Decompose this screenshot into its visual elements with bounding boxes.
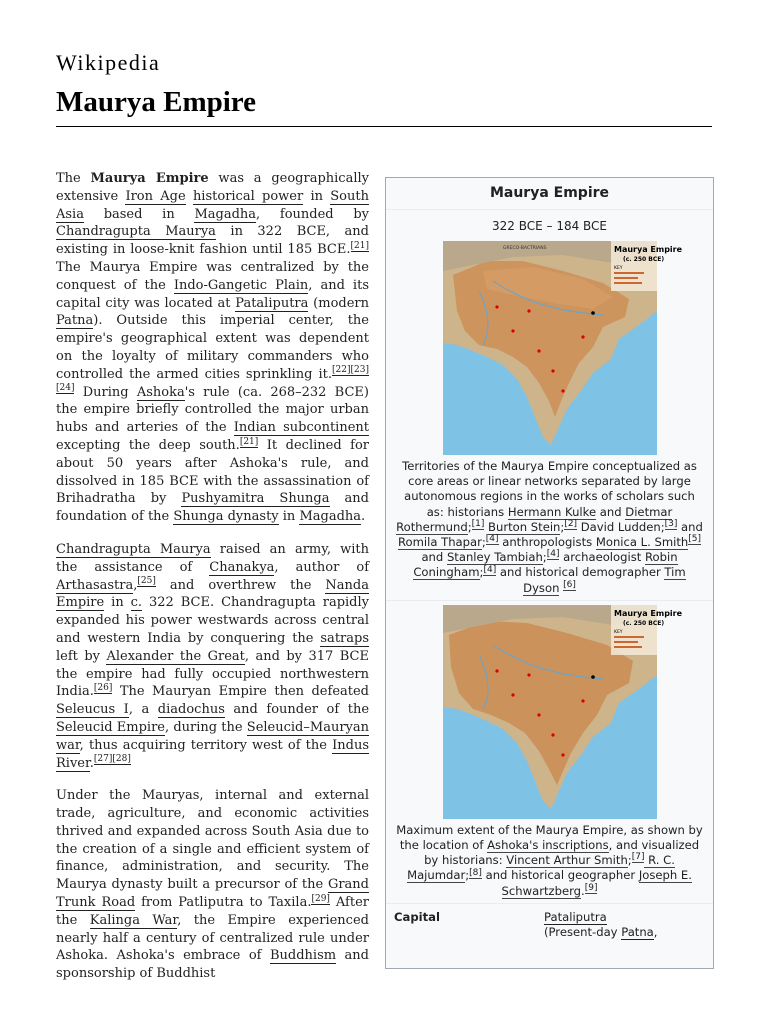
- citation-22[interactable]: [22]: [332, 365, 351, 376]
- citation-1[interactable]: [1]: [471, 518, 485, 529]
- title-divider: [56, 126, 712, 127]
- link-magadha[interactable]: Magadha: [194, 206, 257, 222]
- citation-21[interactable]: [21]: [350, 240, 369, 251]
- map2-title: Maurya Empire: [613, 608, 682, 618]
- citation-23[interactable]: [23]: [350, 365, 369, 376]
- citation-29[interactable]: [29]: [311, 893, 330, 904]
- link-kalinga-war[interactable]: Kalinga War: [89, 912, 178, 928]
- map1-key: KEY: [613, 266, 623, 271]
- link-arthasastra[interactable]: Arthasastra: [56, 577, 134, 593]
- map-caption-1: Territories of the Maurya Empire conceptualized as core areas or linear networks separated by large autonomous regions in the works of scholars such as: historians Hermann Kulke and Dietmar Rothermund;[1] Burton Stein;[2] David Ludden;[3] and Romila Thapar;[4] anthropologists Monica L. Smith[5] and Stanley Tambiah;[4] archaeologist Robin Coningham;[4] and historical demographer Tim Dyson [6]: [396, 459, 703, 595]
- link-seleucid-mauryan-war[interactable]: Seleucid–Mauryan war: [56, 719, 369, 753]
- link-vincent-arthur-smith[interactable]: Vincent Arthur Smith: [506, 853, 628, 868]
- link-seleucid-empire[interactable]: Seleucid Empire: [56, 719, 165, 735]
- link-grand-trunk-road[interactable]: Grand Trunk Road: [56, 877, 369, 911]
- link-chandragupta-maurya-2[interactable]: Chandragupta Maurya: [56, 541, 211, 557]
- wikipedia-logo[interactable]: Wikipedia: [56, 50, 161, 75]
- link-alexander-the-great[interactable]: Alexander the Great: [106, 648, 245, 664]
- citation-6[interactable]: [6]: [563, 579, 576, 590]
- map-caption-2: Maximum extent of the Maurya Empire, as shown by the location of Ashoka's inscriptions, and visualized by historians: Vincent Arthur Smith;[7] R. C. Majumdar;[8] and historical geographer Joseph E. Schwartzberg.[9]: [396, 822, 703, 898]
- map1-title: Maurya Empire: [613, 245, 682, 254]
- article-paragraph-2: Chandragupta Maurya raised an army, with the assistance of Chanakya, author of Arthasastra,[25] and overthrew the Nanda Empire in c. 322 BCE. Chandragupta rapidly expanded his power westwards across central and western India by conquering the satraps left by Alexander the Great, and by 317 BCE the empire had fully occupied northwestern India.[26] The Mauryan Empire then defeated Seleucus I, a diadochus and founder of the Seleucid Empire, during the Seleucid–Mauryan war, thus acquiring territory west of the Indus River.[27][28]: [56, 541, 370, 771]
- link-pushyamitra-shunga[interactable]: Pushyamitra Shunga: [181, 491, 330, 507]
- citation-24[interactable]: [24]: [56, 383, 75, 394]
- link-ashokas-inscriptions[interactable]: Ashoka's inscriptions: [487, 838, 609, 853]
- citation-4b[interactable]: [4]: [546, 549, 560, 560]
- link-monica-l-smith[interactable]: Monica L. Smith: [595, 535, 689, 550]
- map1-region-label: GRECO-BACTRIANS: [502, 246, 546, 251]
- link-joseph-e-schwartzberg[interactable]: Joseph E. Schwartzberg: [501, 868, 692, 898]
- citation-26[interactable]: [26]: [93, 682, 113, 693]
- citation-2[interactable]: [2]: [564, 518, 578, 529]
- article-paragraph-3: Under the Mauryas, internal and external trade, agriculture, and economic activities thrived and expanded across South Asia due to the creation of a single and efficient system of finance, administration, and security. The Maurya dynasty built a precursor of the Grand Trunk Road from Patliputra to Taxila.[29] After the Kalinga War, the Empire experienced nearly half a century of centralized rule under Ashoka. Ashoka's embrace of Buddhism and sponsorship of Buddhist: [56, 788, 370, 982]
- link-circa[interactable]: c.: [130, 595, 143, 611]
- citation-4c[interactable]: [4]: [483, 564, 497, 575]
- link-shunga-dynasty[interactable]: Shunga dynasty: [173, 509, 279, 525]
- link-satraps[interactable]: satraps: [320, 630, 369, 646]
- infobox: [385, 177, 714, 969]
- link-romila-thapar[interactable]: Romila Thapar: [397, 535, 482, 550]
- citation-21b[interactable]: [21]: [239, 436, 259, 447]
- link-south-asia[interactable]: South Asia: [56, 188, 369, 222]
- link-nanda-empire[interactable]: Nanda Empire: [56, 577, 369, 611]
- link-indian-subcontinent[interactable]: Indian subcontinent: [233, 420, 369, 436]
- link-iron-age[interactable]: Iron Age: [125, 188, 186, 204]
- link-ashoka[interactable]: Ashoka: [136, 384, 185, 400]
- citation-3[interactable]: [3]: [664, 518, 678, 529]
- link-buddhism[interactable]: Buddhism: [269, 948, 337, 964]
- article-subject-bold: Maurya Empire: [90, 171, 209, 186]
- link-rc-majumdar[interactable]: R. C. Majumdar: [407, 853, 675, 883]
- link-burton-stein[interactable]: Burton Stein: [488, 519, 561, 534]
- link-magadha-2[interactable]: Magadha: [299, 509, 362, 525]
- link-stanley-tambiah[interactable]: Stanley Tambiah: [446, 550, 543, 565]
- infobox-dates: 322 BCE – 184 BCE: [491, 219, 608, 233]
- infobox-row-capital: [386, 903, 713, 946]
- link-indus-river[interactable]: Indus River: [56, 737, 369, 771]
- citation-8[interactable]: [8]: [469, 867, 482, 878]
- link-capital-pataliputra[interactable]: Pataliputra: [544, 909, 607, 924]
- map2-subtitle: (c. 250 BCE): [622, 619, 664, 627]
- page-title: Maurya Empire: [56, 86, 257, 118]
- link-chandragupta-maurya[interactable]: Chandragupta Maurya: [56, 224, 216, 240]
- link-chanakya[interactable]: Chanakya: [209, 559, 275, 575]
- infobox-title: Maurya Empire: [386, 178, 713, 210]
- map-image-1[interactable]: [443, 241, 682, 455]
- link-hermann-kulke[interactable]: Hermann Kulke: [507, 504, 597, 519]
- link-seleucus-i[interactable]: Seleucus I: [56, 702, 129, 718]
- map-image-2[interactable]: [443, 605, 682, 819]
- link-patna[interactable]: Patna: [56, 313, 94, 329]
- link-tim-dyson[interactable]: Tim Dyson: [523, 565, 686, 595]
- map1-subtitle: (c. 250 BCE): [622, 256, 664, 263]
- link-robin-coningham[interactable]: Robin Coningham: [413, 550, 678, 580]
- link-indo-gangetic-plain[interactable]: Indo-Gangetic Plain: [173, 277, 309, 293]
- citation-25[interactable]: [25]: [137, 576, 156, 587]
- map2-key: KEY: [613, 629, 623, 635]
- capital-label: Capital: [394, 909, 440, 924]
- citation-7[interactable]: [7]: [631, 852, 645, 863]
- citation-4[interactable]: [4]: [485, 534, 499, 545]
- citation-9[interactable]: [9]: [584, 882, 598, 893]
- citation-27[interactable]: [27]: [93, 754, 113, 765]
- capital-value: Pataliputra (Present-day Patna,: [544, 909, 658, 939]
- link-dietmar-rothermund[interactable]: Dietmar Rothermund: [396, 504, 673, 534]
- link-historical-power[interactable]: historical power: [192, 188, 304, 204]
- link-diadochus[interactable]: diadochus: [157, 702, 225, 718]
- article-body: [56, 170, 369, 998]
- link-capital-patna[interactable]: Patna: [621, 924, 654, 939]
- article-paragraph-1: The Maurya Empire was a geographically extensive Iron Age historical power in South Asia based in Magadha, founded by Chandragupta Maurya in 322 BCE, and existing in loose-knit fashion until 185 BCE.[21] The Maurya Empire was centralized by the conquest of the Indo-Gangetic Plain, and its capital city was located at Pataliputra (modern Patna). Outside this imperial center, the empire's geographical extent was dependent on the loyalty of military commanders who controlled the armed cities sprinkling it.[22][23][24] During Ashoka's rule (ca. 268–232 BCE) the empire briefly controlled the major urban hubs and arteries of the Indian subcontinent excepting the deep south.[21] It declined for about 50 years after Ashoka's rule, and dissolved in 185 BCE with the assassination of Brihadratha by Pushyamitra Shunga and foundation of the Shunga dynasty in Magadha.: [56, 171, 369, 525]
- link-pataliputra[interactable]: Pataliputra: [235, 295, 309, 311]
- citation-5[interactable]: [5]: [688, 534, 702, 545]
- citation-28[interactable]: [28]: [112, 754, 131, 765]
